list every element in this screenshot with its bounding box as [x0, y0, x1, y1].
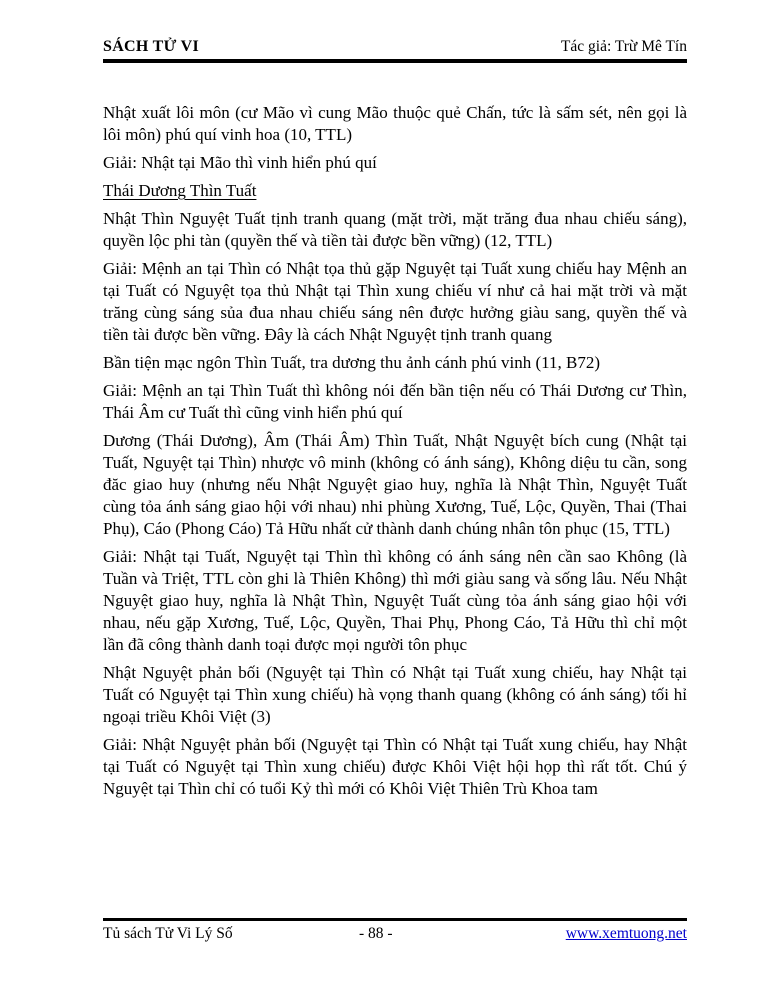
paragraph-ban-tien-mac-ngon: Bần tiện mạc ngôn Thìn Tuất, tra dương thu ảnh cánh phú vinh (11, B72): [103, 353, 600, 372]
book-title: SÁCH TỬ VI: [103, 38, 200, 55]
paragraph-giai-menh-an-tai-thin: Giải: Mệnh an tại Thìn có Nhật tọa thủ gặp Nguyệt tại Tuất xung chiếu hay Mệnh an tại Tuất có Nguyệt tọa thủ Nhật tại Thìn xung chiếu ví như cả hai mặt trời và mặt trăng cùng sáng sủa đua nhau chiếu sáng nên được hưởng giàu sang, quyền thế và tiền tài được bền vững. Đây là cách Nhật Nguyệt tịnh tranh quang: [103, 259, 687, 344]
footer-page-number: - 88 -: [359, 925, 393, 942]
page-content: [103, 0, 687, 806]
paragraph-nhat-thin-nguyet-tuat: Nhật Thìn Nguyệt Tuất tịnh tranh quang (mặt trời, mặt trăng đua nhau chiếu sáng), quyền lộc phi tàn (quyền thế và tiền tài được bền vững) (12, TTL): [103, 209, 687, 250]
paragraph-giai-nhat-tai-tuat: Giải: Nhật tại Tuất, Nguyệt tại Thìn thì không có ánh sáng nên cần sao Không (là Tuần và Triệt, TTL còn ghi là Thiên Không) thì mới giàu sang và sống lâu. Nếu Nhật Nguyệt giao huy, nghĩa là Nhật Thìn, Nguyệt Tuất cùng tỏa ánh sáng giao hội với nhau, nếu gặp Xương, Tuế, Lộc, Quyền, Thai Phụ, Phong Cáo, Tả Hữu thì chỉ một lần đã công thành danh toại được mọi người tôn phục: [103, 547, 687, 654]
paragraph-nhat-xuat-loi-mon: Nhật xuất lôi môn (cư Mão vì cung Mão thuộc quẻ Chấn, tức là sấm sét, nên gọi là lôi môn) phú quí vinh hoa (10, TTL): [103, 103, 687, 144]
website-link[interactable]: www.xemtuong.net: [565, 925, 687, 942]
section-heading-thai-duong-thin-tuat: Thái Dương Thìn Tuất: [103, 181, 257, 200]
paragraph-giai-menh-an-thin-tuat: Giải: Mệnh an tại Thìn Tuất thì không nói đến bần tiện nếu có Thái Dương cư Thìn, Thái Âm cư Tuất thì cũng vinh hiển phú quí: [103, 381, 687, 422]
paragraph-giai-nhat-nguyet-phan-boi: Giải: Nhật Nguyệt phản bối (Nguyệt tại Thìn có Nhật tại Tuất xung chiếu, hay Nhật tại Tuất có Nguyệt tại Thìn xung chiếu) được Khôi Việt hội họp thì rất tốt. Chú ý Nguyệt tại Thìn chỉ có tuổi Kỷ thì mới có Khôi Việt Thiên Trù Khoa tam: [103, 735, 687, 798]
page-header: [103, 0, 687, 63]
author-credit: Tác giả: Trừ Mê Tín: [560, 38, 687, 55]
paragraph-duong-am-thin-tuat: Dương (Thái Dương), Âm (Thái Âm) Thìn Tuất, Nhật Nguyệt bích cung (Nhật tại Tuất, Nguyệt tại Thìn) nhược vô minh (không có ánh sáng), Không diệu tu cần, song đăc giao huy (nhưng nếu Nhật Nguyệt giao huy, nghĩa là Nhật Thìn, Nguyệt Tuất cùng tỏa ánh sáng giao hội với nhau) nhi phùng Xương, Tuế, Lộc, Quyền, Thai (Thai Phụ), Cáo (Phong Cáo) Tả Hữu nhất cử thành danh chúng nhân tôn phục (15, TTL): [103, 431, 687, 538]
paragraph-giai-nhat-tai-mao: Giải: Nhật tại Mão thì vinh hiển phú quí: [103, 153, 377, 172]
page-footer: [103, 918, 687, 943]
footer-link-wrap: [393, 925, 687, 943]
paragraph-nhat-nguyet-phan-boi: Nhật Nguyệt phản bối (Nguyệt tại Thìn có Nhật tại Tuất xung chiếu, hay Nhật tại Tuất có Nguyệt tại Thìn xung chiếu) hà vọng thanh quang (không có ánh sáng) tối hỉ ngoại triều Khôi Việt (3): [103, 663, 687, 726]
body-text: [103, 102, 687, 800]
footer-series-title: Tủ sách Tử Vi Lý Số: [103, 925, 233, 942]
